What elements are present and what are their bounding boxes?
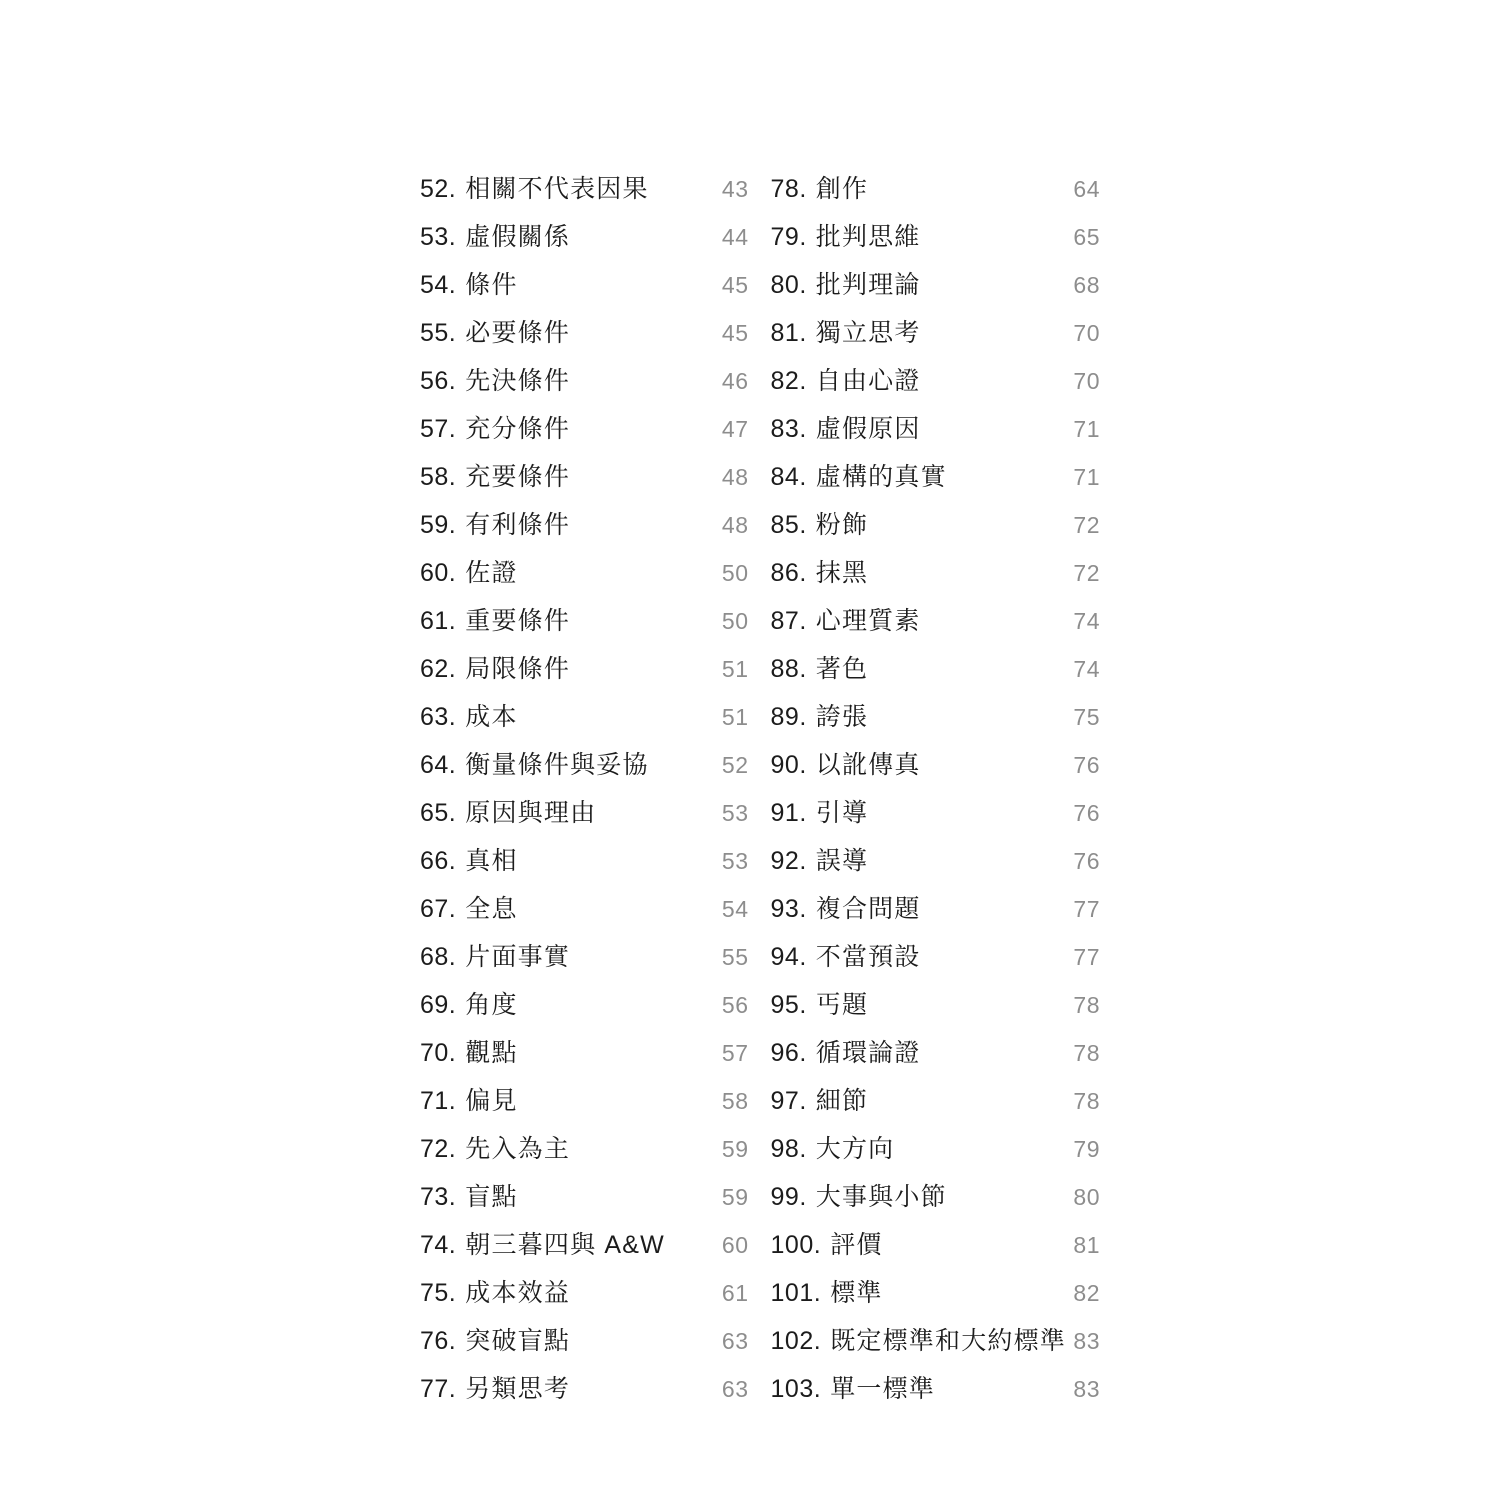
toc-entry-page: 83 — [1073, 1376, 1100, 1402]
toc-entry-title: 觀點 — [465, 1039, 518, 1067]
toc-entry-title: 細節 — [815, 1087, 869, 1115]
toc-entry-page: 54 — [721, 896, 749, 922]
toc-entry-number: 54. — [420, 271, 457, 299]
toc-entry-page: 51 — [721, 656, 749, 682]
toc-entry[interactable] — [420, 885, 749, 933]
toc-entry[interactable] — [771, 165, 1100, 213]
toc-entry-number: 99. — [770, 1183, 807, 1211]
toc-entry-number: 82. — [770, 367, 807, 395]
toc-entry-title: 評價 — [830, 1231, 883, 1259]
toc-entry-title: 標準 — [830, 1279, 883, 1307]
toc-entry-number: 56. — [420, 367, 457, 395]
toc-entry-number: 59. — [420, 511, 457, 539]
toc-entry-number: 67. — [420, 895, 457, 923]
toc-entry-title: 突破盲點 — [465, 1327, 571, 1355]
toc-entry-page: 79 — [1073, 1136, 1100, 1162]
toc-entry-number: 78. — [770, 175, 807, 203]
toc-entry-title: 引導 — [815, 799, 869, 827]
toc-entry[interactable] — [420, 1221, 749, 1269]
toc-entry[interactable] — [771, 933, 1100, 981]
toc-entry-number: 55. — [420, 319, 457, 347]
toc-entry-number: 57. — [420, 415, 457, 443]
toc-entry[interactable] — [420, 597, 749, 645]
toc-entry-title: 獨立思考 — [815, 319, 921, 347]
toc-entry-title: 自由心證 — [815, 367, 921, 395]
toc-entry[interactable] — [771, 597, 1100, 645]
toc-entry-page: 71 — [1073, 416, 1100, 442]
toc-entry[interactable] — [771, 741, 1100, 789]
toc-entry-page: 59 — [721, 1136, 749, 1162]
toc-entry[interactable] — [771, 885, 1100, 933]
toc-entry-number: 79. — [770, 223, 807, 251]
toc-entry[interactable] — [420, 405, 749, 453]
toc-entry-number: 80. — [770, 271, 807, 299]
toc-entry-title: 成本 — [465, 703, 518, 731]
toc-entry-title: 以訛傳真 — [815, 751, 921, 779]
toc-column-left — [420, 165, 749, 1413]
toc-entry-number: 63. — [420, 703, 457, 731]
toc-entry[interactable] — [420, 645, 749, 693]
toc-entry-number: 100. — [770, 1231, 822, 1259]
toc-entry-title: 批判理論 — [815, 271, 921, 299]
toc-entry[interactable] — [771, 981, 1100, 1029]
toc-entry-page: 75 — [1073, 704, 1100, 730]
toc-entry-title: 抹黑 — [815, 559, 869, 587]
toc-entry[interactable] — [771, 1173, 1100, 1221]
toc-entry[interactable] — [771, 453, 1100, 501]
toc-entry-page: 76 — [1073, 800, 1100, 826]
toc-entry-page: 63 — [721, 1328, 749, 1354]
toc-entry-title: 充分條件 — [465, 415, 571, 443]
toc-entry-page: 70 — [1073, 320, 1100, 346]
toc-entry-page: 55 — [721, 944, 749, 970]
toc-entry[interactable] — [420, 741, 749, 789]
toc-entry[interactable] — [420, 309, 749, 357]
toc-entry-title: 虛假關係 — [465, 223, 571, 251]
toc-entry[interactable] — [420, 453, 749, 501]
toc-entry[interactable] — [420, 693, 749, 741]
toc-entry[interactable] — [771, 1317, 1100, 1365]
toc-entry[interactable] — [771, 1077, 1100, 1125]
toc-entry[interactable] — [420, 213, 749, 261]
toc-entry-number: 69. — [420, 991, 457, 1019]
toc-entry-page: 76 — [1073, 848, 1100, 874]
toc-entry[interactable] — [420, 789, 749, 837]
toc-entry-page: 51 — [721, 704, 749, 730]
toc-entry-title: 虛構的真實 — [815, 463, 947, 491]
toc-entry-page: 82 — [1073, 1280, 1100, 1306]
toc-entry-number: 74. — [420, 1231, 457, 1259]
toc-entry-number: 73. — [420, 1183, 457, 1211]
toc-entry-page: 78 — [1073, 1040, 1100, 1066]
toc-entry-page: 50 — [721, 608, 749, 634]
toc-entry-number: 62. — [420, 655, 457, 683]
toc-entry[interactable] — [771, 645, 1100, 693]
toc-entry-title: 充要條件 — [465, 463, 571, 491]
toc-entry-title: 局限條件 — [465, 655, 571, 683]
toc-entry[interactable] — [420, 837, 749, 885]
toc-entry-title: 成本效益 — [465, 1279, 571, 1307]
toc-entry-title: 丐題 — [815, 991, 869, 1019]
toc-entry-page: 52 — [721, 752, 749, 778]
toc-entry[interactable] — [420, 549, 749, 597]
toc-entry-title: 複合問題 — [815, 895, 921, 923]
toc-entry-title: 先決條件 — [465, 367, 571, 395]
toc-entry-page: 71 — [1073, 464, 1100, 490]
toc-entry[interactable] — [420, 165, 749, 213]
toc-entry-number: 58. — [420, 463, 457, 491]
toc-entry-page: 64 — [1073, 176, 1100, 202]
toc-entry-title: 另類思考 — [465, 1375, 571, 1403]
toc-entry-page: 65 — [1073, 224, 1100, 250]
toc-entry-number: 87. — [770, 607, 807, 635]
toc-entry-number: 83. — [770, 415, 807, 443]
toc-entry-title: 重要條件 — [465, 607, 571, 635]
toc-entry-number: 90. — [770, 751, 807, 779]
toc-entry[interactable] — [771, 1125, 1100, 1173]
toc-entry-page: 43 — [721, 176, 749, 202]
toc-entry[interactable] — [771, 1269, 1100, 1317]
toc-entry[interactable] — [420, 1173, 749, 1221]
toc-entry-title: 大方向 — [815, 1135, 895, 1163]
toc-entry[interactable] — [771, 213, 1100, 261]
toc-entry-title: 心理質素 — [815, 607, 921, 635]
toc-entry-number: 53. — [420, 223, 457, 251]
toc-entry-title: 佐證 — [465, 559, 518, 587]
toc-entry[interactable] — [771, 501, 1100, 549]
toc-entry-number: 88. — [770, 655, 807, 683]
toc-entry-number: 103. — [770, 1375, 822, 1403]
toc-entry-number: 92. — [770, 847, 807, 875]
toc-entry-title: 偏見 — [465, 1087, 518, 1115]
toc-entry-number: 91. — [770, 799, 807, 827]
toc-entry-page: 72 — [1073, 560, 1100, 586]
toc-entry[interactable] — [771, 789, 1100, 837]
toc-entry[interactable] — [771, 837, 1100, 885]
toc-entry-title: 粉飾 — [815, 511, 869, 539]
toc-entry[interactable] — [420, 1365, 749, 1413]
toc-entry-page: 48 — [721, 464, 749, 490]
toc-entry[interactable] — [771, 357, 1100, 405]
toc-entry-title: 先入為主 — [465, 1135, 571, 1163]
toc-entry-number: 93. — [770, 895, 807, 923]
toc-entry-title: 誤導 — [815, 847, 869, 875]
toc-entry-page: 45 — [721, 320, 749, 346]
toc-entry[interactable] — [420, 261, 749, 309]
toc-entry-page: 48 — [721, 512, 749, 538]
toc-entry-number: 89. — [770, 703, 807, 731]
toc-entry-title: 片面事實 — [465, 943, 571, 971]
toc-entry-number: 102. — [770, 1327, 822, 1355]
toc-entry[interactable] — [420, 1269, 749, 1317]
toc-entry[interactable] — [771, 261, 1100, 309]
toc-entry-number: 86. — [770, 559, 807, 587]
toc-entry-number: 76. — [420, 1327, 457, 1355]
toc-entry-page: 60 — [721, 1232, 749, 1258]
toc-entry-page: 46 — [721, 368, 749, 394]
toc-entry-page: 77 — [1073, 944, 1100, 970]
toc-entry-title: 全息 — [465, 895, 518, 923]
toc-entry-title: 條件 — [465, 271, 518, 299]
toc-entry[interactable] — [420, 501, 749, 549]
toc-entry[interactable] — [771, 309, 1100, 357]
toc-entry-title: 盲點 — [465, 1183, 518, 1211]
toc-entry-title: 必要條件 — [465, 319, 571, 347]
toc-entry-number: 84. — [770, 463, 807, 491]
toc-entry-page: 68 — [1073, 272, 1100, 298]
toc-entry-page: 57 — [721, 1040, 749, 1066]
toc-entry-number: 96. — [770, 1039, 807, 1067]
toc-entry-title: 不當預設 — [815, 943, 921, 971]
toc-entry-title: 衡量條件與妥協 — [465, 751, 649, 779]
toc-entry-page: 83 — [1073, 1328, 1100, 1354]
toc-entry-number: 61. — [420, 607, 457, 635]
toc-entry-number: 65. — [420, 799, 457, 827]
toc-entry[interactable] — [420, 1125, 749, 1173]
toc-entry-number: 66. — [420, 847, 457, 875]
toc-entry-number: 98. — [770, 1135, 807, 1163]
toc-entry-page: 72 — [1073, 512, 1100, 538]
toc-entry-page: 47 — [721, 416, 749, 442]
table-of-contents — [420, 165, 1100, 1413]
toc-column-right — [771, 165, 1100, 1413]
toc-entry-number: 81. — [770, 319, 807, 347]
toc-entry-page: 78 — [1073, 992, 1100, 1018]
toc-entry-title: 大事與小節 — [815, 1183, 947, 1211]
toc-entry-number: 77. — [420, 1375, 457, 1403]
toc-entry[interactable] — [771, 1221, 1100, 1269]
toc-entry[interactable] — [420, 1029, 749, 1077]
toc-entry-title: 相關不代表因果 — [465, 175, 649, 203]
toc-entry-page: 74 — [1073, 656, 1100, 682]
toc-entry-page: 76 — [1073, 752, 1100, 778]
toc-entry-number: 95. — [770, 991, 807, 1019]
toc-entry-number: 64. — [420, 751, 457, 779]
toc-entry-page: 78 — [1073, 1088, 1100, 1114]
toc-entry-number: 94. — [770, 943, 807, 971]
toc-entry-number: 85. — [770, 511, 807, 539]
toc-entry-number: 71. — [420, 1087, 457, 1115]
toc-entry-number: 72. — [420, 1135, 457, 1163]
toc-entry[interactable] — [420, 1077, 749, 1125]
toc-entry-page: 45 — [721, 272, 749, 298]
toc-entry-page: 58 — [721, 1088, 749, 1114]
toc-entry-number: 101. — [770, 1279, 822, 1307]
toc-entry-page: 74 — [1073, 608, 1100, 634]
toc-entry[interactable] — [771, 693, 1100, 741]
toc-entry-page: 53 — [721, 848, 749, 874]
toc-entry-title: 批判思維 — [815, 223, 921, 251]
toc-entry-page: 70 — [1073, 368, 1100, 394]
toc-entry-number: 68. — [420, 943, 457, 971]
toc-entry-number: 52. — [420, 175, 457, 203]
toc-entry[interactable] — [420, 1317, 749, 1365]
toc-entry-title: 朝三暮四與 A&W — [465, 1231, 665, 1259]
toc-entry-number: 60. — [420, 559, 457, 587]
toc-entry[interactable] — [771, 405, 1100, 453]
toc-entry-title: 角度 — [465, 991, 518, 1019]
toc-entry-title: 虛假原因 — [815, 415, 921, 443]
toc-entry-title: 誇張 — [815, 703, 869, 731]
toc-entry[interactable] — [771, 1365, 1100, 1413]
toc-entry-page: 80 — [1073, 1184, 1100, 1210]
toc-entry-number: 70. — [420, 1039, 457, 1067]
toc-entry-title: 既定標準和大約標準 — [830, 1327, 1066, 1355]
toc-entry-page: 50 — [721, 560, 749, 586]
toc-entry-title: 真相 — [465, 847, 518, 875]
toc-entry-title: 單一標準 — [830, 1375, 935, 1403]
toc-entry[interactable] — [420, 981, 749, 1029]
toc-entry[interactable] — [420, 933, 749, 981]
toc-entry-page: 53 — [721, 800, 749, 826]
toc-entry-number: 97. — [770, 1087, 807, 1115]
toc-entry-page: 44 — [721, 224, 749, 250]
toc-entry[interactable] — [771, 549, 1100, 597]
toc-entry-page: 81 — [1073, 1232, 1100, 1258]
toc-entry-title: 著色 — [815, 655, 869, 683]
toc-entry[interactable] — [420, 357, 749, 405]
toc-entry-title: 創作 — [815, 175, 869, 203]
toc-entry-title: 有利條件 — [465, 511, 571, 539]
toc-entry-page: 59 — [721, 1184, 749, 1210]
toc-entry-title: 原因與理由 — [465, 799, 597, 827]
toc-entry[interactable] — [771, 1029, 1100, 1077]
toc-entry-page: 63 — [721, 1376, 749, 1402]
toc-entry-title: 循環論證 — [815, 1039, 921, 1067]
toc-entry-number: 75. — [420, 1279, 457, 1307]
toc-entry-page: 77 — [1073, 896, 1100, 922]
toc-entry-page: 56 — [721, 992, 749, 1018]
toc-entry-page: 61 — [721, 1280, 749, 1306]
